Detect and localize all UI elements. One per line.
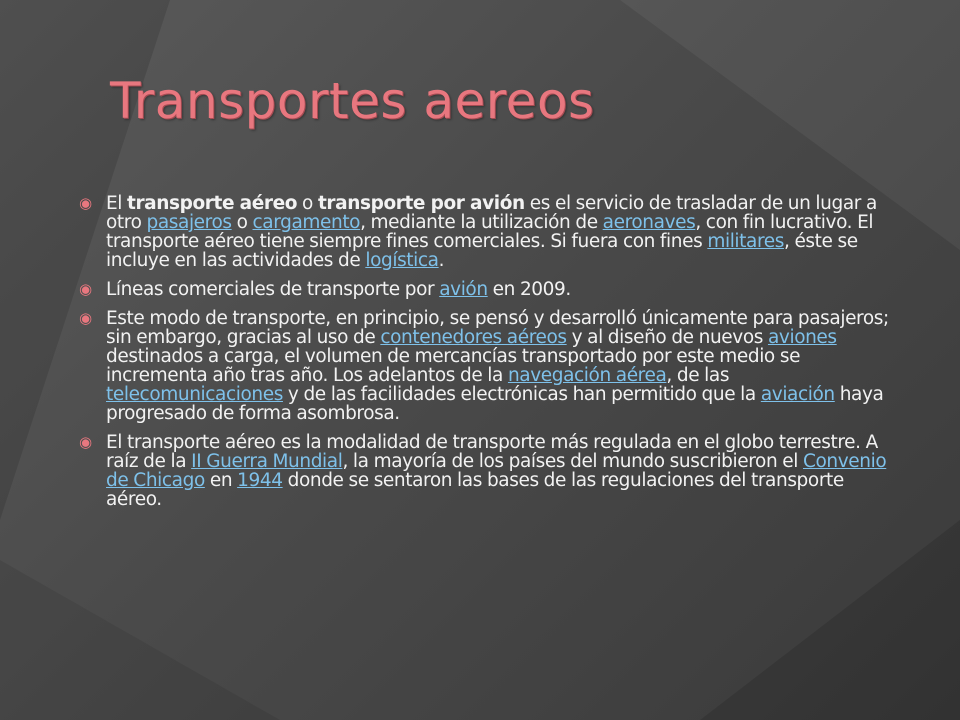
hyperlink[interactable]: logística [365, 250, 439, 271]
body-text: en 2009. [487, 279, 571, 300]
hyperlink[interactable]: navegación aérea [507, 365, 667, 386]
bold-text: transporte aéreo [127, 193, 298, 214]
hyperlink[interactable]: Convenio de Chicago [106, 451, 887, 491]
bullet-icon: ◉ [79, 194, 92, 212]
body-text: , la mayoría de los países del mundo suscribieron el [342, 451, 803, 472]
body-text: destinados a carga, el volumen de mercancías transportado por este medio se incrementa año tras año. Los adelantos de la [106, 346, 801, 386]
body-text: haya progresado de forma asombrosa. [106, 384, 884, 424]
bullet-item [70, 280, 890, 299]
body-text: El [106, 193, 128, 214]
body-text: y al diseño de nuevos [566, 327, 768, 348]
hyperlink[interactable]: 1944 [237, 470, 283, 491]
bullet-icon: ◉ [79, 309, 92, 327]
body-text: , con fin lucrativo. El transporte aéreo tiene siempre fines comerciales. Si fuera con fines [106, 212, 874, 252]
body-text: en [204, 470, 238, 491]
hyperlink[interactable]: II Guerra Mundial [191, 451, 343, 472]
hyperlink[interactable]: contenedores aéreos [380, 327, 567, 348]
bullet-list [70, 194, 890, 519]
body-text: , éste se incluye en las actividades de [106, 231, 858, 271]
body-text: es el servicio de trasladar de un lugar a otro [106, 193, 877, 233]
hyperlink[interactable]: pasajeros [146, 212, 232, 233]
body-text: o [297, 193, 318, 214]
hyperlink[interactable]: aviones [767, 327, 837, 348]
hyperlink[interactable]: militares [707, 231, 784, 252]
slide-title: Transportes aereos [110, 72, 595, 130]
bullet-icon: ◉ [79, 280, 92, 298]
body-text: o [231, 212, 253, 233]
body-text: donde se sentaron las bases de las regulaciones del transporte aéreo. [106, 470, 844, 510]
hyperlink[interactable]: aviación [760, 384, 835, 405]
bullet-icon: ◉ [79, 433, 92, 451]
body-text: Este modo de transporte, en principio, se pensó y desarrolló únicamente para pasajeros; sin embargo, gracias al uso de [106, 308, 889, 348]
body-text: , mediante la utilización de [360, 212, 603, 233]
body-text: , de las [666, 365, 730, 386]
bold-text: transporte por avión [317, 193, 525, 214]
facet-bottom-left [0, 560, 280, 720]
facet-bottom-right [700, 520, 960, 720]
body-text: Líneas comerciales de transporte por [106, 279, 440, 300]
body-text: El transporte aéreo es la modalidad de transporte más regulada en el globo terrestre. A raíz de la [106, 432, 878, 472]
hyperlink[interactable]: avión [439, 279, 488, 300]
body-text: . [438, 250, 445, 271]
bullet-item [70, 433, 890, 509]
hyperlink[interactable]: cargamento [252, 212, 361, 233]
body-text: y de las facilidades electrónicas han permitido que la [282, 384, 761, 405]
hyperlink[interactable]: aeronaves [602, 212, 696, 233]
bullet-item [70, 309, 890, 423]
hyperlink[interactable]: telecomunicaciones [106, 384, 283, 405]
bullet-item [70, 194, 890, 270]
